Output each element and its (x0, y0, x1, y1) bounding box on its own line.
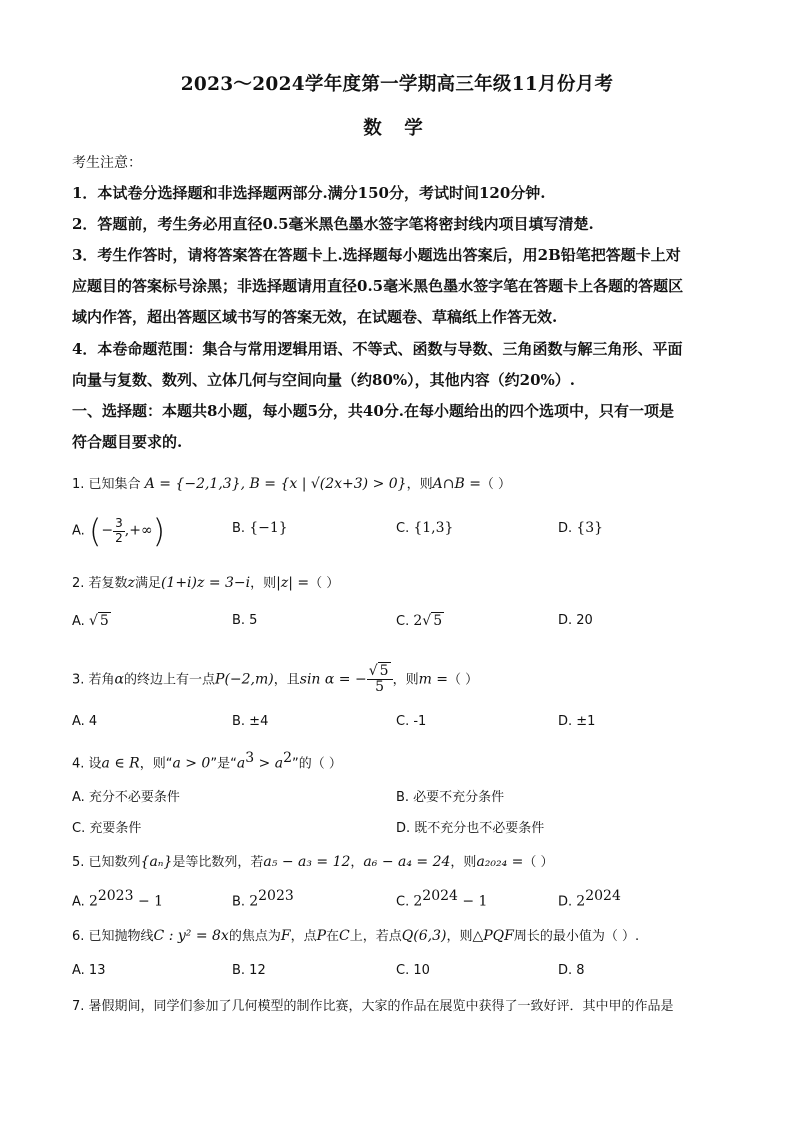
q6-option-d: D. 8 (558, 963, 585, 978)
q2-option-a: A. √ 5 (72, 613, 109, 629)
notice-item-3-cont-2: 域内作答，超出答题区域书写的答案无效，在试题卷、草稿纸上作答无效. (72, 308, 558, 326)
notice-item-3-cont-1: 应题目的答案标号涂黑；非选择题请用直径0.5毫米黑色墨水签字笔在答题卡上各题的答题区 (72, 277, 684, 295)
q4-option-b: B. 必要不充分条件 (396, 790, 505, 805)
q5-option-a: A. $2^{2023} - 1$ (72, 888, 164, 910)
q6-option-b: B. 12 (232, 963, 266, 978)
question-7: 7. 暑假期间，同学们参加了几何模型的制作比赛，大家的作品在展览中获得了一致好评．其中甲的作品是 (72, 999, 674, 1014)
q3-option-c: C. -1 (396, 714, 427, 729)
question-4-options-row-2 (72, 817, 724, 847)
q1-option-d: D. {3} (558, 520, 604, 536)
question-3: 3. 若角α的终边上有一点P(−2,m)，且sin α = − $\frac{√ 5}{5}$ ，则m =（ ） (72, 663, 479, 696)
notice-item-1: 1．本试卷分选择题和非选择题两部分.满分150分，考试时间120分钟. (72, 184, 546, 202)
q4-option-a: A. 充分不必要条件 (72, 790, 180, 805)
question-5: 5. 已知数列{aₙ}是等比数列，若a₅ − a₃ = 12，a₆ − a₄ = 24，则a₂₀₂₄ =（ ） (72, 854, 554, 870)
question-1-options (72, 512, 724, 550)
question-4: 4. 设a ∈ R，则“a > 0”是“$a^3 > a^2$”的（ ） (72, 750, 342, 772)
section-1-heading-cont: 符合题目要求的. (72, 433, 183, 451)
q5-option-c: C. $2^{2024} - 1$ (396, 888, 488, 910)
question-5-options (72, 888, 724, 918)
q3-option-a: A. 4 (72, 714, 98, 729)
q6-option-c: C. 10 (396, 963, 430, 978)
q2-option-b: B. 5 (232, 613, 258, 628)
q1-option-b: B. {−1} (232, 520, 288, 536)
exam-title: 2023～2024学年度第一学期高三年级11月份月考 (180, 74, 614, 95)
notice-item-2: 2．答题前，考生务必用直径0.5毫米黑色墨水签字笔将密封线内项目填写清楚. (72, 215, 594, 233)
q5-option-d: D. $2^{2024}$ (558, 888, 621, 910)
question-2-options (72, 613, 724, 643)
q3-option-b: B. ±4 (232, 714, 269, 729)
notice-item-4-cont: 向量与复数、数列、立体几何与空间向量（约80%），其他内容（约20%）. (72, 371, 575, 389)
question-6-options (72, 963, 724, 993)
q2-option-d: D. 20 (558, 613, 593, 628)
question-3-options (72, 714, 724, 744)
exam-subject: 数 学 (363, 118, 431, 139)
q1-option-a: A. (− $\frac{3}{2}$ ,+∞) (72, 512, 166, 550)
q6-option-a: A. 13 (72, 963, 106, 978)
notice-heading: 考生注意： (72, 155, 142, 171)
q3-option-d: D. ±1 (558, 714, 596, 729)
question-1: 1. 已知集合 A = {−2,1,3}, B = {x | √(2x+3) > 0}，则A∩B =（ ） (72, 476, 512, 492)
q5-option-b: B. $2^{2023}$ (232, 888, 294, 910)
q4-option-d: D. 既不充分也不必要条件 (396, 821, 545, 836)
question-4-options-row-1 (72, 786, 724, 816)
question-6: 6. 已知抛物线C : y² = 8x的焦点为F，点P在C上，若点Q(6,3)，则△PQF周长的最小值为（ ）. (72, 928, 640, 944)
notice-item-3: 3．考生作答时，请将答案答在答题卡上.选择题每小题选出答案后，用2B铅笔把答题卡上对 (72, 246, 681, 264)
section-1-heading: 一、选择题：本题共8小题，每小题5分，共40分.在每小题给出的四个选项中，只有一项是 (72, 402, 674, 420)
question-2: 2. 若复数z满足(1+i)z = 3−i，则|z| =（ ） (72, 575, 340, 591)
q4-option-c: C. 充要条件 (72, 821, 142, 836)
notice-item-4: 4．本卷命题范围：集合与常用逻辑用语、不等式、函数与导数、三角函数与解三角形、平面 (72, 340, 683, 358)
q1-option-c: C. {1,3} (396, 520, 454, 536)
q2-option-c: C. 2√ 5 (396, 613, 443, 629)
